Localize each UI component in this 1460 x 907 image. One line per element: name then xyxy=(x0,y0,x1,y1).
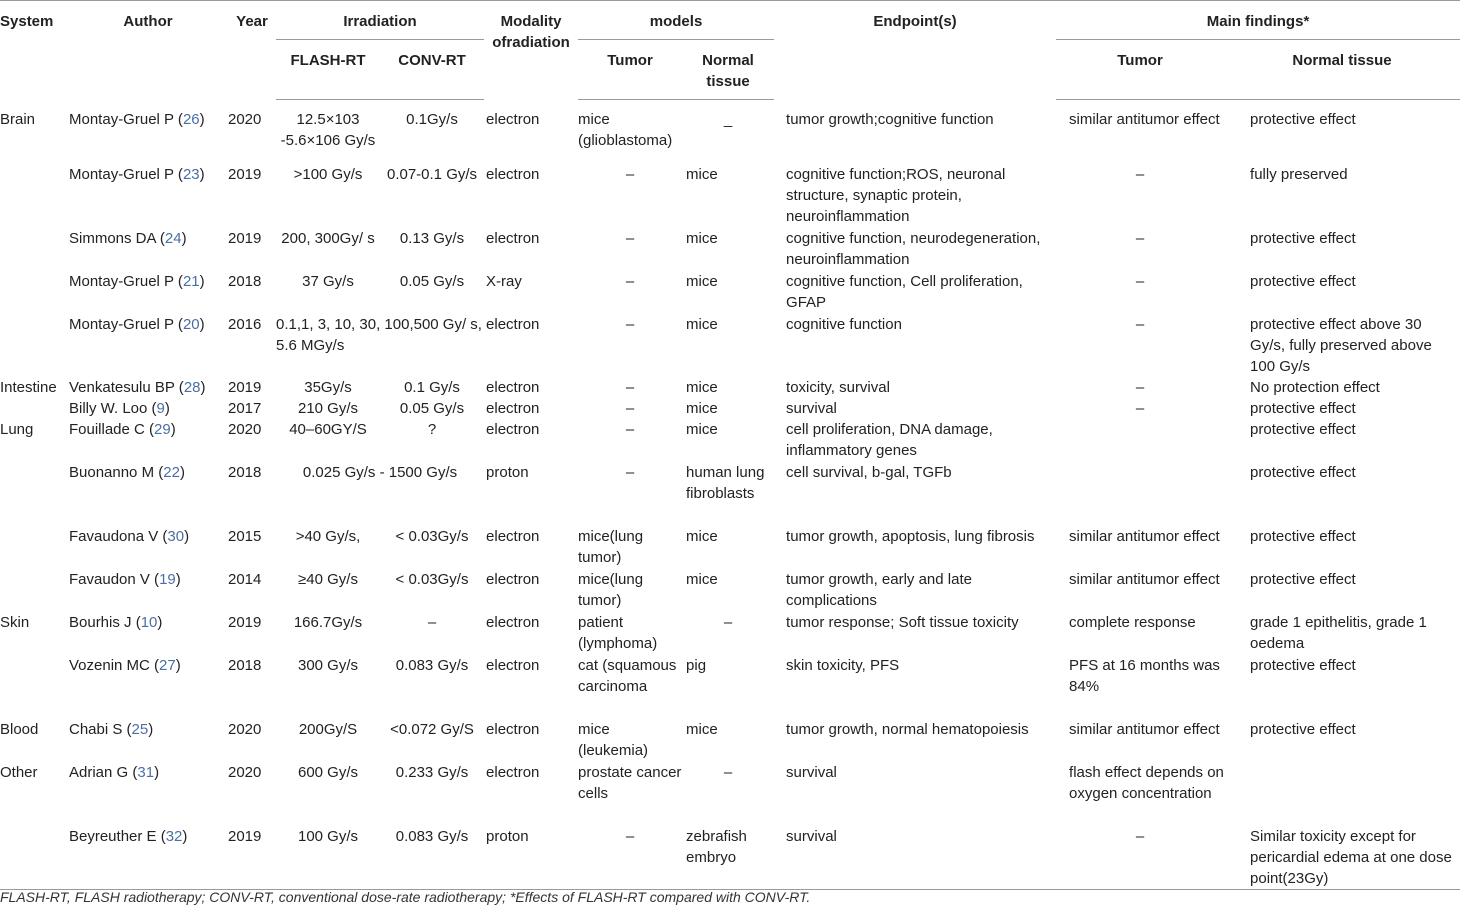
header-modality: Modality ofradiation xyxy=(492,13,570,51)
author-name: Adrian G xyxy=(69,763,129,781)
author-name: Bourhis J xyxy=(69,613,132,631)
cell-conv: 0.07-0.1 Gy/s xyxy=(386,165,478,183)
author-name: Fouillade C xyxy=(69,420,145,438)
cell-system: Intestine xyxy=(0,378,57,396)
cell-flash: 300 Gy/s xyxy=(297,656,359,674)
cell-conv: 0.083 Gy/s xyxy=(395,656,469,674)
cell-endpoint: cognitive function, Cell proliferation, GFAP xyxy=(786,272,1023,311)
cell-tumor: – xyxy=(625,399,635,417)
table-footnote: FLASH-RT, FLASH radiotherapy; CONV-RT, conventional dose-rate radiotherapy; *Effects of FLASH-RT compared with CONV-RT. xyxy=(0,889,811,905)
cell-modality: electron xyxy=(486,315,540,333)
cell-conv: 0.1Gy/s xyxy=(406,111,458,128)
cell-tumor: – xyxy=(625,165,635,183)
cell-year: 2014 xyxy=(228,570,262,588)
cell-f-normal: protective effect xyxy=(1250,720,1356,738)
cell-f-tumor: – xyxy=(1135,229,1145,247)
cell-year: 2019 xyxy=(228,378,262,396)
cell-flash: 200, 300Gy/ s xyxy=(281,229,375,247)
cell-tumor: – xyxy=(625,272,635,290)
author-name: Montay-Gruel P xyxy=(69,165,174,183)
cell-system: Skin xyxy=(0,613,30,631)
cell-normal: mice xyxy=(686,165,718,183)
cell-system: Blood xyxy=(0,720,39,738)
cell-f-normal xyxy=(1224,762,1460,826)
cell-author: Vozenin MC (27) xyxy=(69,656,181,674)
table-row xyxy=(0,719,1460,762)
cell-f-tumor: – xyxy=(1135,272,1145,290)
header-system: System xyxy=(0,13,54,30)
table-row xyxy=(0,612,1460,655)
cell-normal: – xyxy=(723,763,733,781)
cell-author: Simmons DA (24) xyxy=(69,229,187,247)
cell-tumor: – xyxy=(578,826,682,890)
cell-author: Buonanno M (22) xyxy=(69,463,185,481)
cell-modality: electron xyxy=(486,399,540,417)
author-name: Favaudona V xyxy=(69,527,159,545)
cell-author: Montay-Gruel P (23) xyxy=(69,165,205,183)
cell-f-tumor: PFS at 16 months was 84% xyxy=(1069,656,1220,695)
cell-year: 2020 xyxy=(228,763,262,781)
cell-modality: electron xyxy=(486,420,540,438)
cell-system: Other xyxy=(0,763,38,781)
cell-conv: 0.233 Gy/s xyxy=(395,763,469,781)
reference-link[interactable]: 28 xyxy=(183,378,201,396)
cell-flash: 35Gy/s xyxy=(304,378,352,396)
cell-tumor: prostate cancer cells xyxy=(578,763,682,802)
reference-link[interactable]: 21 xyxy=(182,272,200,290)
cell-conv: 0.1 Gy/s xyxy=(404,378,460,396)
cell-normal: mice xyxy=(686,378,718,396)
cell-endpoint: cognitive function;ROS, neuronal structure, synaptic protein, neuroinflammation xyxy=(786,165,1006,225)
cell-normal: mice xyxy=(686,399,718,417)
header-flash-rt: FLASH-RT xyxy=(276,40,380,100)
cell-conv: ? xyxy=(427,420,437,438)
cell-year: 2020 xyxy=(228,110,262,128)
reference-link[interactable]: 22 xyxy=(163,463,180,481)
cell-modality: electron xyxy=(486,110,540,128)
cell-f-normal: protective effect xyxy=(1250,229,1356,247)
author-name: Favaudon V xyxy=(69,570,150,588)
cell-endpoint: tumor growth, apoptosis, lung fibrosis xyxy=(786,527,1035,545)
cell-author: Favaudona V (30) xyxy=(69,527,190,545)
reference-link[interactable]: 30 xyxy=(167,527,185,545)
cell-year: 2020 xyxy=(228,420,262,438)
cell-author: Montay-Gruel P (26) xyxy=(69,110,205,128)
cell-f-tumor: similar antitumor effect xyxy=(1069,111,1220,128)
cell-f-normal: protective effect xyxy=(1250,420,1356,438)
cell-flash: >40 Gy/s, xyxy=(295,527,361,545)
cell-flash: 0.025 Gy/s - 1500 Gy/s xyxy=(302,463,458,481)
cell-system xyxy=(0,228,68,271)
cell-normal: _ xyxy=(723,111,733,128)
cell-tumor: – xyxy=(625,229,635,247)
cell-f-tumor: – xyxy=(1135,378,1145,396)
cell-tumor: mice(lung tumor) xyxy=(578,527,644,566)
author-name: Simmons DA xyxy=(69,229,156,247)
cell-flash: 166.7Gy/s xyxy=(293,613,363,631)
cell-modality: electron xyxy=(486,378,540,396)
cell-f-tumor: similar antitumor effect xyxy=(1069,527,1220,545)
cell-year: 2015 xyxy=(228,527,262,545)
cell-endpoint: cell survival, b-gal, TGFb xyxy=(786,463,952,481)
cell-year: 2019 xyxy=(228,826,276,890)
cell-f-normal: protective effect xyxy=(1250,656,1356,674)
reference-link[interactable]: 27 xyxy=(159,656,176,674)
cell-flash: 100 Gy/s xyxy=(276,826,380,890)
cell-f-normal: protective effect xyxy=(1250,527,1356,545)
cell-f-normal: protective effect xyxy=(1250,463,1356,481)
cell-f-tumor: – xyxy=(1056,826,1224,890)
cell-normal: – xyxy=(723,613,733,631)
table-body xyxy=(0,100,1460,890)
cell-tumor: mice (leukemia) xyxy=(578,720,649,759)
cell-system xyxy=(0,314,68,377)
cell-endpoint: survival xyxy=(786,399,837,417)
author-name: Montay-Gruel P xyxy=(69,110,174,128)
table-row xyxy=(0,377,1460,398)
cell-f-tumor: – xyxy=(1135,315,1145,333)
cell-modality: electron xyxy=(486,570,540,588)
table-row xyxy=(0,100,1460,164)
cell-year: 2019 xyxy=(228,613,262,631)
reference-link[interactable]: 24 xyxy=(164,229,182,247)
cell-tumor: mice (glioblastoma) xyxy=(578,111,673,149)
cell-endpoint: tumor response; Soft tissue toxicity xyxy=(786,613,1019,631)
table-row xyxy=(0,271,1460,314)
header-findings-normal-tissue: Normal tissue xyxy=(1224,40,1460,100)
cell-system xyxy=(0,462,68,526)
cell-normal: mice xyxy=(686,420,718,438)
cell-endpoint: tumor growth, normal hematopoiesis xyxy=(786,720,1029,738)
cell-normal: mice xyxy=(686,272,718,290)
cell-f-tumor: similar antitumor effect xyxy=(1069,720,1220,738)
cell-normal: mice xyxy=(686,229,718,247)
header-conv-rt: CONV-RT xyxy=(380,40,484,100)
header-models: models xyxy=(578,1,774,40)
cell-normal: zebrafish embryo xyxy=(682,826,774,890)
header-endpoints: Endpoint(s) xyxy=(873,13,957,30)
cell-normal: mice xyxy=(686,315,718,333)
cell-f-normal: protective effect xyxy=(1250,399,1356,417)
cell-f-tumor: complete response xyxy=(1069,613,1196,631)
cell-conv: < 0.03Gy/s xyxy=(395,570,469,588)
cell-system xyxy=(0,655,68,719)
cell-system: Brain xyxy=(0,110,36,128)
reference-link[interactable]: 31 xyxy=(137,763,155,781)
reference-link[interactable]: 26 xyxy=(182,110,200,128)
cell-author: Fouillade C (29) xyxy=(69,420,176,438)
cell-year: 2016 xyxy=(228,315,262,333)
cell-modality: proton xyxy=(486,463,529,481)
author-name: Chabi S xyxy=(69,720,123,738)
cell-system: Lung xyxy=(0,420,34,438)
cell-flash: 210 Gy/s xyxy=(297,399,359,417)
cell-conv: 0.13 Gy/s xyxy=(399,229,465,247)
table-header xyxy=(0,1,1460,100)
cell-modality: electron xyxy=(486,613,540,631)
cell-flash: 12.5×103 -5.6×106 Gy/s xyxy=(280,111,376,149)
cell-modality: proton xyxy=(484,826,578,890)
cell-modality: electron xyxy=(486,656,540,674)
cell-normal: pig xyxy=(686,656,707,674)
table-row xyxy=(0,526,1460,569)
cell-f-tumor: similar antitumor effect xyxy=(1069,570,1220,588)
cell-f-tumor: flash effect depends on oxygen concentration xyxy=(1069,763,1224,802)
cell-conv: < 0.03Gy/s xyxy=(395,527,469,545)
header-main-findings: Main findings* xyxy=(1056,1,1460,40)
header-findings-tumor: Tumor xyxy=(1056,40,1224,100)
cell-author: Montay-Gruel P (20) xyxy=(69,315,205,333)
author-name: Venkatesulu BP xyxy=(69,378,175,396)
author-name: Montay-Gruel P xyxy=(69,315,174,333)
cell-normal: mice xyxy=(686,720,718,738)
cell-modality: electron xyxy=(486,165,540,183)
cell-author: Billy W. Loo (9) xyxy=(69,399,170,417)
cell-conv: 0.083 Gy/s xyxy=(380,826,484,890)
cell-endpoint: survival xyxy=(786,763,837,781)
cell-flash: 40–60GY/S xyxy=(289,420,367,438)
cell-endpoint: cognitive function xyxy=(786,315,902,333)
reference-link[interactable]: 10 xyxy=(140,613,158,631)
cell-modality: electron xyxy=(486,527,540,545)
cell-conv: 0.05 Gy/s xyxy=(399,399,465,417)
cell-modality: electron xyxy=(486,229,540,247)
cell-author: Favaudon V (19) xyxy=(69,570,181,588)
cell-tumor: – xyxy=(625,378,635,396)
cell-year: 2018 xyxy=(228,463,262,481)
cell-flash: 0.1,1, 3, 10, 30, 100,500 Gy/ s, 5.6 MGy/s xyxy=(276,315,482,354)
cell-f-tumor: – xyxy=(1135,165,1145,183)
author-name: Buonanno M xyxy=(69,463,155,481)
cell-tumor: cat (squamous carcinoma xyxy=(578,656,677,695)
table-row xyxy=(0,228,1460,271)
cell-normal: mice xyxy=(686,570,718,588)
cell-system xyxy=(0,526,68,569)
cell-author: Beyreuther E (32) xyxy=(68,826,228,890)
cell-f-tumor xyxy=(1056,419,1224,462)
cell-author: Venkatesulu BP (28) xyxy=(69,378,206,396)
cell-normal: human lung fibroblasts xyxy=(686,463,765,502)
cell-system xyxy=(0,398,68,419)
cell-f-normal: protective effect above 30 Gy/s, fully preserved above 100 Gy/s xyxy=(1250,315,1432,375)
reference-link[interactable]: 29 xyxy=(154,420,171,438)
header-year: Year xyxy=(236,13,268,30)
author-name: Montay-Gruel P xyxy=(69,272,174,290)
cell-f-normal: protective effect xyxy=(1250,272,1356,290)
cell-f-normal: No protection effect xyxy=(1250,378,1380,396)
cell-author: Chabi S (25) xyxy=(69,720,154,738)
cell-system xyxy=(0,826,68,890)
cell-tumor: mice(lung tumor) xyxy=(578,570,644,609)
cell-tumor: – xyxy=(625,463,635,481)
cell-endpoint: tumor growth;cognitive function xyxy=(786,110,994,128)
cell-conv: <0.072 Gy/S xyxy=(390,720,474,738)
cell-endpoint: cognitive function, neurodegeneration, neuroinflammation xyxy=(786,229,1041,268)
cell-f-tumor xyxy=(1056,462,1224,526)
cell-f-normal: protective effect xyxy=(1250,111,1356,128)
cell-normal: mice xyxy=(686,527,718,545)
cell-endpoint: skin toxicity, PFS xyxy=(786,656,900,674)
cell-flash: >100 Gy/s xyxy=(293,165,363,183)
cell-author: Adrian G (31) xyxy=(69,763,160,781)
cell-f-normal: fully preserved xyxy=(1250,165,1348,183)
header-author: Author xyxy=(123,13,173,30)
table-row xyxy=(0,419,1460,462)
table-row xyxy=(0,462,1460,526)
cell-year: 2019 xyxy=(228,229,262,247)
cell-f-tumor: – xyxy=(1135,399,1145,417)
table-row xyxy=(0,826,1460,890)
table-row xyxy=(0,762,1460,826)
cell-tumor: patient (lymphoma) xyxy=(578,613,658,652)
table-row xyxy=(0,398,1460,419)
reference-link[interactable]: 23 xyxy=(182,165,200,183)
author-name: Beyreuther E xyxy=(69,827,157,845)
cell-year: 2020 xyxy=(228,720,262,738)
cell-endpoint: toxicity, survival xyxy=(786,378,890,396)
cell-flash: 37 Gy/s xyxy=(302,272,354,290)
cell-system xyxy=(0,569,68,612)
cell-f-normal: protective effect xyxy=(1250,570,1356,588)
reference-link[interactable]: 32 xyxy=(165,827,183,845)
header-irradiation: Irradiation xyxy=(276,1,484,40)
cell-author: Bourhis J (10) xyxy=(69,613,163,631)
cell-author: Montay-Gruel P (21) xyxy=(69,272,205,290)
cell-tumor: – xyxy=(625,420,635,438)
reference-link[interactable]: 9 xyxy=(156,399,165,417)
cell-system xyxy=(0,164,68,228)
reference-link[interactable]: 19 xyxy=(159,570,176,588)
header-models-tumor: Tumor xyxy=(578,40,682,100)
cell-year: 2018 xyxy=(228,656,262,674)
cell-endpoint: cell proliferation, DNA damage, inflammatory genes xyxy=(786,420,993,459)
table-row xyxy=(0,314,1460,377)
cell-conv: – xyxy=(427,613,437,631)
reference-link[interactable]: 20 xyxy=(182,315,200,333)
cell-modality: X-ray xyxy=(486,272,522,290)
cell-f-normal: grade 1 epithelitis, grade 1 oedema xyxy=(1250,613,1427,652)
cell-endpoint: tumor growth, early and late complications xyxy=(786,570,972,609)
cell-conv: 0.05 Gy/s xyxy=(399,272,465,290)
cell-system xyxy=(0,271,68,314)
header-models-normal-tissue: Normal tissue xyxy=(682,40,774,100)
cell-year: 2017 xyxy=(228,399,262,417)
cell-endpoint: survival xyxy=(774,826,1056,890)
reference-link[interactable]: 25 xyxy=(131,720,149,738)
cell-flash: ≥40 Gy/s xyxy=(298,570,358,588)
table-row xyxy=(0,655,1460,719)
cell-tumor: – xyxy=(625,315,635,333)
cell-f-normal: Similar toxicity except for pericardial edema at one dose point(23Gy) xyxy=(1224,826,1460,890)
table-row xyxy=(0,569,1460,612)
cell-flash: 600 Gy/s xyxy=(297,763,359,781)
author-name: Billy W. Loo xyxy=(69,399,148,417)
table-row xyxy=(0,164,1460,228)
author-name: Vozenin MC xyxy=(69,656,150,674)
cell-modality: electron xyxy=(486,763,540,781)
cell-year: 2018 xyxy=(228,272,262,290)
cell-flash: 200Gy/S xyxy=(298,720,358,738)
cell-modality: electron xyxy=(486,720,540,738)
cell-year: 2019 xyxy=(228,165,262,183)
